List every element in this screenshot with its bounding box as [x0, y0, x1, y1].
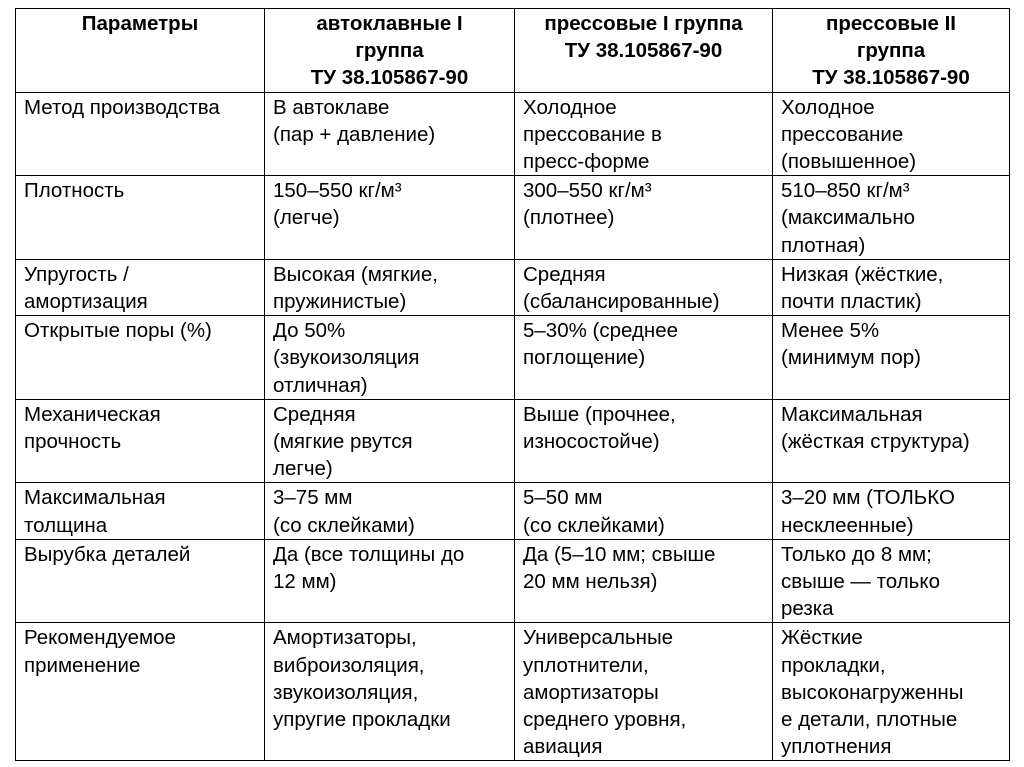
- cell-text-line: Механическая: [24, 402, 161, 426]
- cell-text-line: плотная): [781, 233, 866, 257]
- cell-pressed-2: [773, 316, 1010, 400]
- cell-text-line: 3–75 мм: [273, 486, 353, 510]
- cell-text-line: свыше — только: [781, 570, 940, 594]
- cell-text-line: 3–20 мм (ТОЛЬКО: [781, 486, 955, 510]
- cell-pressed-2: [773, 539, 1010, 623]
- cell-text-line: высоконагруженны: [781, 680, 964, 704]
- cell-autoclave: [265, 539, 515, 623]
- cell-pressed-2: [773, 399, 1010, 483]
- header-autoclave-group-1: [265, 9, 515, 93]
- table-row: [16, 259, 1010, 315]
- cell-text-line: группа: [355, 39, 424, 63]
- cell-text-line: Максимальная: [24, 486, 166, 510]
- cell-autoclave: [265, 399, 515, 483]
- row-label: [16, 259, 265, 315]
- cell-text-line: несклеенные): [781, 513, 914, 537]
- cell-text-line: Низкая (жёсткие,: [781, 262, 944, 286]
- cell-text-line: звукоизоляция,: [273, 680, 419, 704]
- cell-text-line: прессовые II: [826, 12, 956, 35]
- cell-text-line: Открытые поры (%): [24, 319, 212, 343]
- table-row: [16, 92, 1010, 176]
- table-row: [16, 399, 1010, 483]
- cell-text-line: Амортизаторы,: [273, 626, 417, 650]
- cell-text-line: 5–30% (среднее: [523, 319, 679, 343]
- cell-text-line: Средняя: [273, 402, 356, 426]
- cell-pressed-2: [773, 259, 1010, 315]
- cell-text-line: пресс-форме: [523, 150, 650, 174]
- cell-text-line: 510–850 кг/м³: [781, 179, 910, 203]
- cell-text-line: отличная): [273, 373, 368, 397]
- cell-text-line: Средняя: [523, 262, 606, 286]
- header-pressed-group-1: [515, 9, 773, 93]
- cell-text-line: (минимум пор): [781, 346, 922, 370]
- cell-pressed-2: [773, 92, 1010, 176]
- row-label: [16, 92, 265, 176]
- cell-text-line: 300–550 кг/м³: [523, 179, 652, 203]
- table-row: [16, 176, 1010, 260]
- cell-autoclave: [265, 259, 515, 315]
- table-row: [16, 623, 1010, 761]
- cell-pressed-2: [773, 176, 1010, 260]
- cell-text-line: применение: [24, 653, 141, 677]
- row-label: [16, 539, 265, 623]
- cell-text-line: группа: [856, 39, 926, 63]
- cell-text-line: (мягкие рвутся: [273, 430, 413, 454]
- cell-text-line: уплотнители,: [523, 653, 649, 677]
- header-row: [16, 9, 1010, 93]
- table-row: [16, 539, 1010, 623]
- cell-text-line: (плотнее): [523, 206, 615, 230]
- cell-text-line: Универсальные: [523, 626, 674, 650]
- cell-text-line: прессование в: [523, 122, 662, 146]
- cell-text-line: 20 мм нельзя): [523, 570, 658, 594]
- cell-text-line: Жёсткие: [781, 626, 863, 650]
- cell-text-line: прессовые I группа: [544, 12, 743, 35]
- cell-text-line: (звукоизоляция: [273, 346, 420, 370]
- cell-text-line: ТУ 38.105867-90: [812, 66, 970, 90]
- cell-text-line: Менее 5%: [781, 319, 880, 343]
- cell-autoclave: [265, 92, 515, 176]
- cell-text-line: ТУ 38.105867-90: [310, 66, 469, 90]
- cell-text-line: среднего уровня,: [523, 708, 687, 732]
- cell-autoclave: [265, 483, 515, 539]
- cell-text-line: До 50%: [273, 319, 346, 343]
- cell-text-line: ТУ 38.105867-90: [564, 39, 723, 63]
- cell-text-line: (максимально: [781, 206, 916, 230]
- row-label: [16, 316, 265, 400]
- cell-pressed-1: [515, 539, 773, 623]
- cell-text-line: (со склейками): [523, 513, 665, 537]
- cell-text-line: В автоклаве: [273, 95, 390, 119]
- cell-text-line: Рекомендуемое: [24, 626, 176, 650]
- cell-text-line: Максимальная: [781, 402, 923, 426]
- row-label: [16, 483, 265, 539]
- cell-text-line: прокладки,: [781, 653, 886, 677]
- cell-text-line: Только до 8 мм;: [781, 542, 932, 566]
- cell-text-line: Высокая (мягкие,: [273, 262, 438, 286]
- cell-text-line: пружинистые): [273, 290, 407, 314]
- cell-pressed-1: [515, 92, 773, 176]
- cell-text-line: (со склейками): [273, 513, 415, 537]
- cell-pressed-1: [515, 316, 773, 400]
- row-label: [16, 399, 265, 483]
- row-label: [16, 623, 265, 761]
- cell-text-line: 12 мм): [273, 570, 337, 594]
- cell-text-line: Да (все толщины до: [273, 542, 465, 566]
- cell-text-line: прессование: [781, 122, 904, 146]
- cell-text-line: прочность: [24, 430, 122, 454]
- cell-text-line: Холодное: [781, 95, 875, 119]
- cell-text-line: (легче): [273, 206, 340, 230]
- comparison-table: [15, 8, 1010, 761]
- cell-text-line: авиация: [523, 735, 603, 759]
- cell-text-line: (сбалансированные): [523, 290, 720, 314]
- cell-text-line: износостойче): [523, 430, 660, 454]
- cell-text-line: амортизация: [24, 290, 148, 314]
- cell-text-line: Упругость /: [24, 262, 129, 286]
- cell-pressed-1: [515, 623, 773, 761]
- cell-text-line: амортизаторы: [523, 680, 659, 704]
- cell-text-line: резка: [781, 597, 834, 621]
- cell-pressed-1: [515, 176, 773, 260]
- cell-text-line: Метод производства: [24, 95, 220, 119]
- cell-text-line: виброизоляция,: [273, 653, 425, 677]
- cell-pressed-2: [773, 623, 1010, 761]
- cell-text-line: легче): [273, 457, 333, 481]
- cell-text-line: (повышенное): [781, 150, 917, 174]
- cell-text-line: е детали, плотные: [781, 708, 958, 732]
- cell-text-line: автоклавные I: [316, 12, 463, 35]
- cell-pressed-1: [515, 259, 773, 315]
- cell-text-line: 150–550 кг/м³: [273, 179, 402, 203]
- cell-text-line: (пар + давление): [273, 122, 436, 146]
- cell-text-line: Плотность: [24, 179, 125, 203]
- cell-autoclave: [265, 623, 515, 761]
- cell-text-line: Выше (прочнее,: [523, 402, 676, 426]
- table-row: [16, 316, 1010, 400]
- cell-text-line: уплотнения: [781, 735, 892, 759]
- cell-text-line: Холодное: [523, 95, 617, 119]
- cell-text-line: почти пластик): [781, 290, 922, 314]
- table-row: [16, 483, 1010, 539]
- cell-text-line: Вырубка деталей: [24, 542, 191, 566]
- header-parameters: [16, 9, 265, 93]
- cell-pressed-1: [515, 399, 773, 483]
- cell-pressed-2: [773, 483, 1010, 539]
- cell-autoclave: [265, 176, 515, 260]
- header-pressed-group-2: [773, 9, 1010, 93]
- cell-text-line: Да (5–10 мм; свыше: [523, 542, 716, 566]
- cell-text-line: 5–50 мм: [523, 486, 603, 510]
- cell-text-line: Параметры: [81, 12, 199, 35]
- cell-text-line: поглощение): [523, 346, 646, 370]
- row-label: [16, 176, 265, 260]
- cell-text-line: (жёсткая структура): [781, 430, 970, 454]
- cell-text-line: упругие прокладки: [273, 708, 451, 732]
- cell-autoclave: [265, 316, 515, 400]
- cell-text-line: толщина: [24, 513, 108, 537]
- cell-pressed-1: [515, 483, 773, 539]
